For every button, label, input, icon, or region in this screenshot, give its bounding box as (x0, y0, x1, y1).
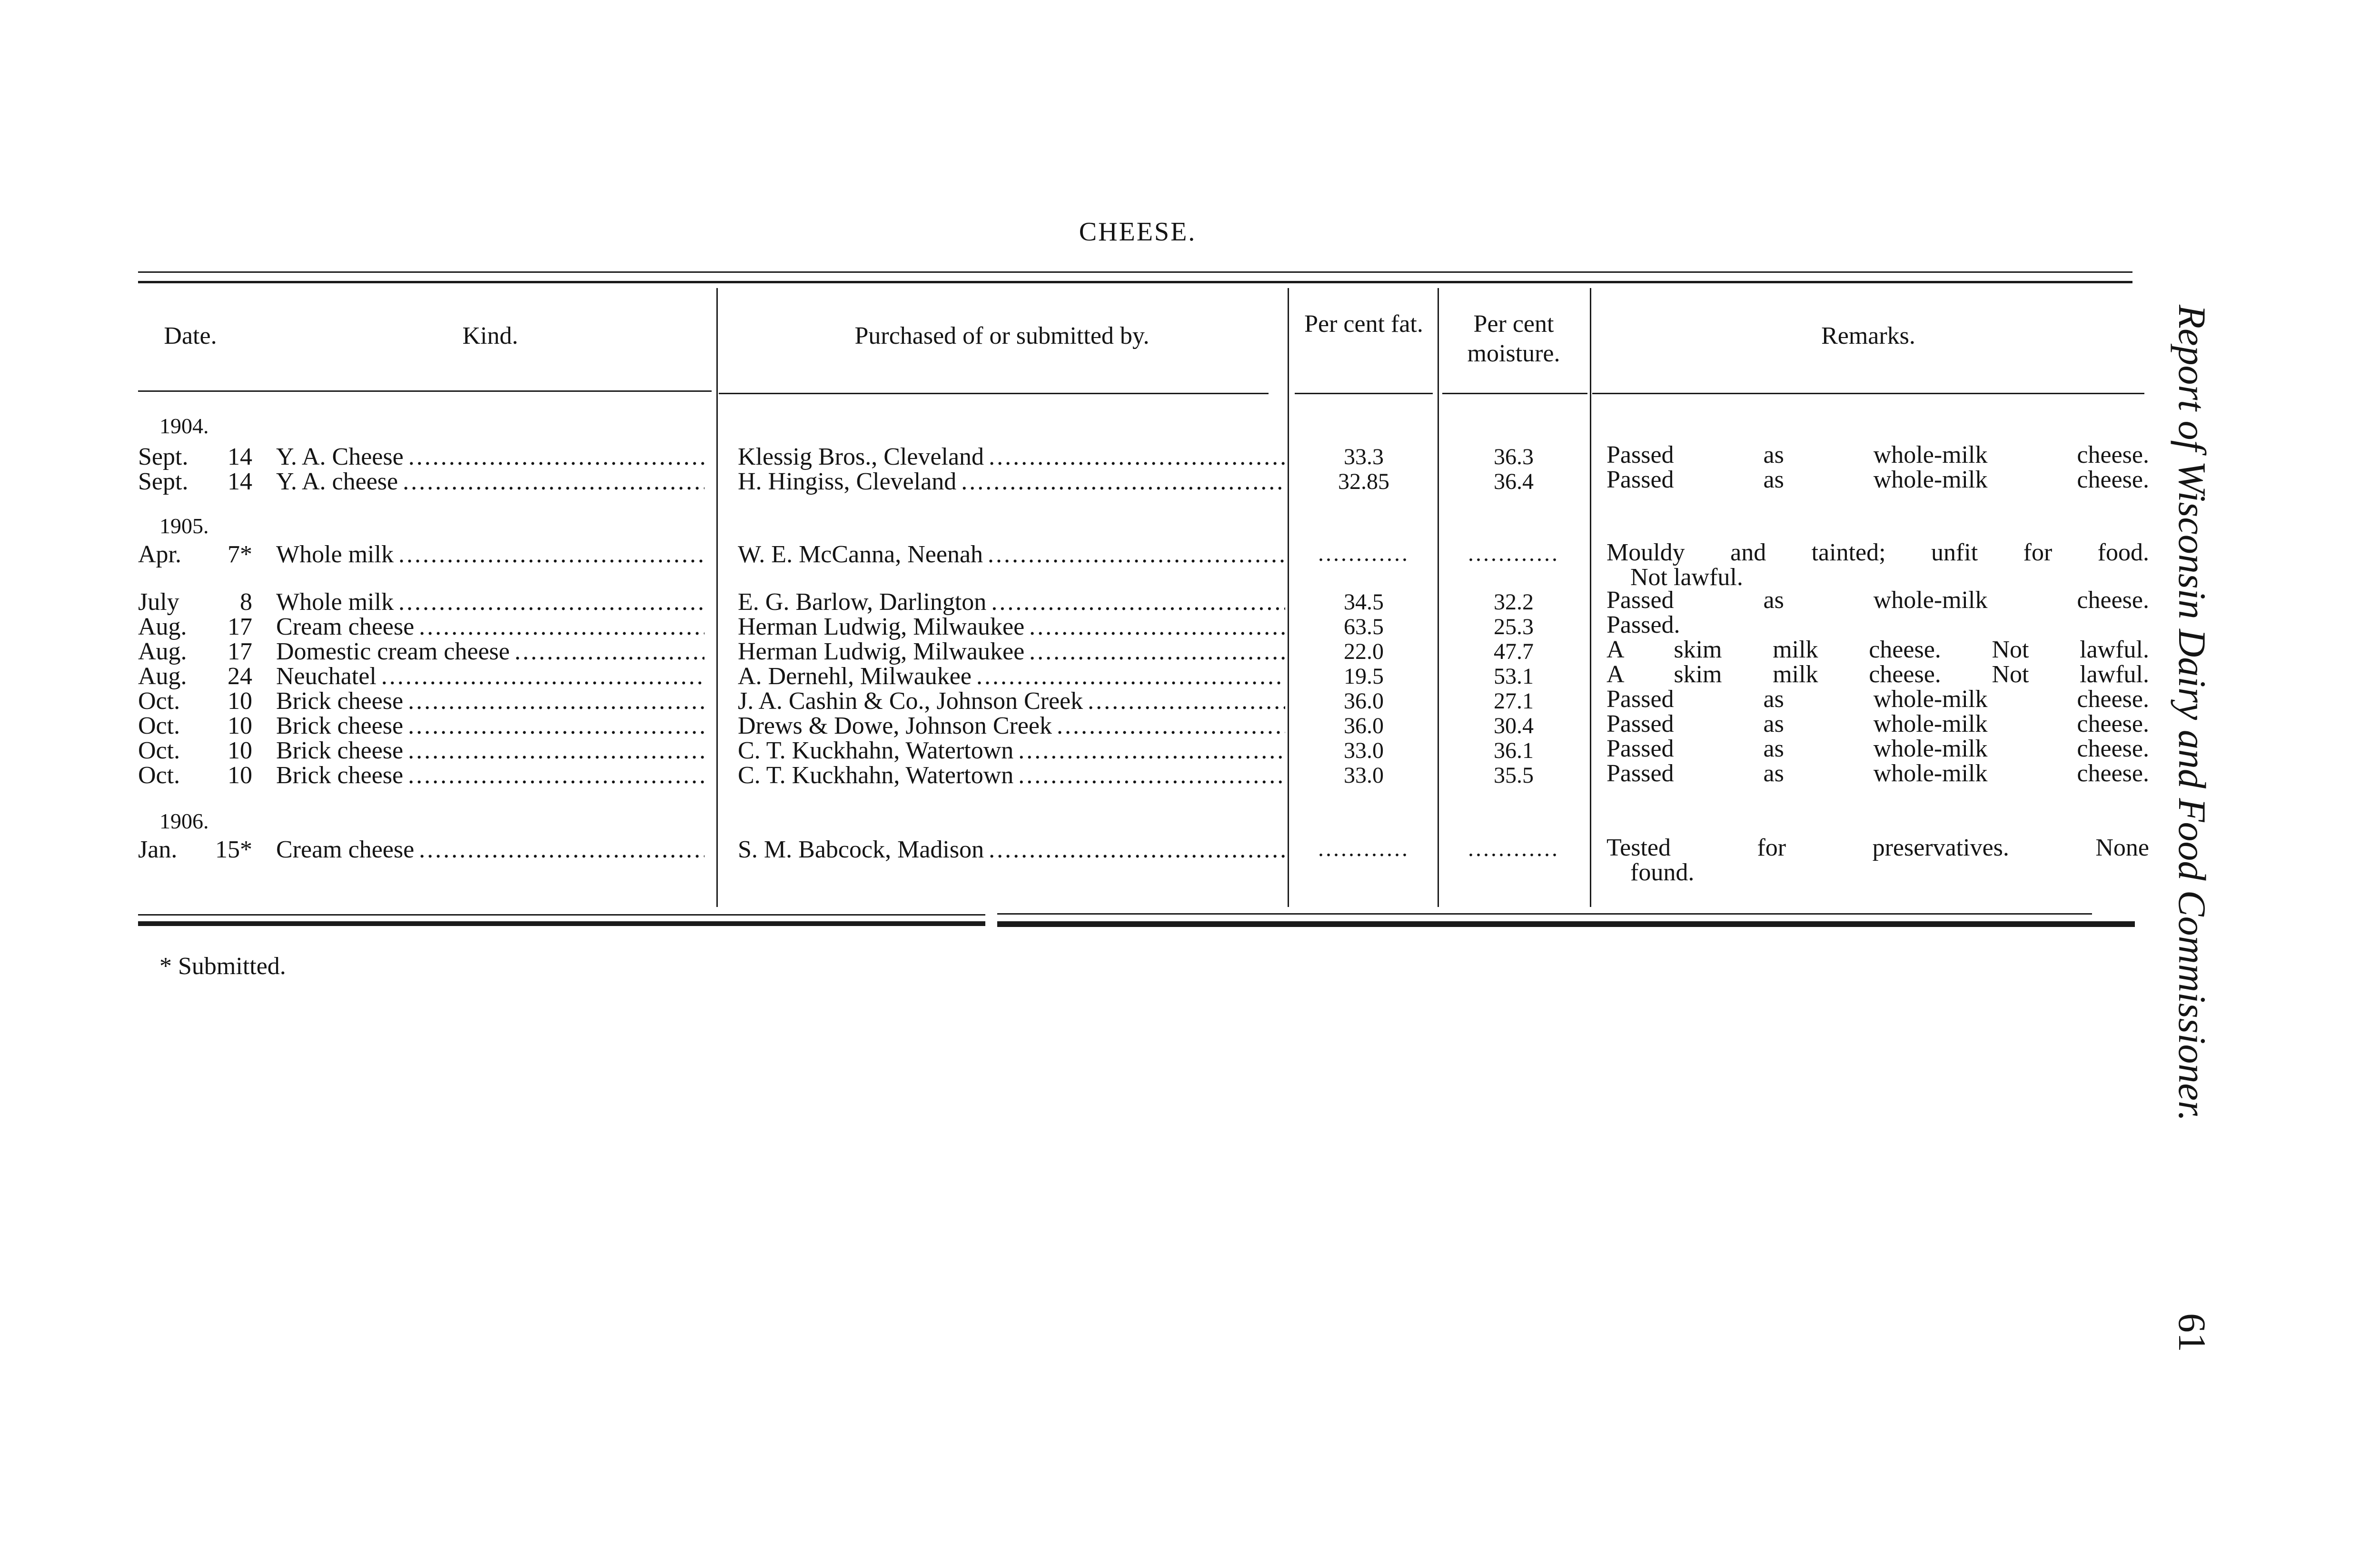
bottom-rule-thick-right (997, 921, 2135, 927)
header-underline-purchased (719, 393, 1269, 394)
row-fat: 36.0 (1344, 713, 1384, 738)
row-moisture: 32.2 (1494, 589, 1534, 615)
header-date: Date. (164, 322, 217, 349)
year-label: 1904. (159, 414, 209, 438)
row-kind: Domestic cream cheese ..... (276, 638, 704, 666)
row-moisture: 25.3 (1494, 614, 1534, 639)
header-fat: Per cent fat. (1304, 310, 1423, 338)
column-line-3 (1438, 288, 1439, 907)
row-moisture: 53.1 (1494, 664, 1534, 689)
row-fat: 33.0 (1344, 763, 1384, 788)
row-remarks: Tested for preservatives. None found. (1606, 834, 2149, 886)
row-remarks: Passed as whole-milk cheese. (1606, 466, 2149, 493)
top-rule-thin (138, 271, 2132, 273)
row-remarks: Passed as whole-milk cheese. (1606, 587, 2149, 614)
row-purchased: Klessig Bros., Cleveland ..... (738, 443, 1285, 471)
row-moisture-empty: ............ (1468, 836, 1559, 861)
document-page: CHEESE. Date. Kind. Purchased of or submitted by. Per cent fat. Per cent moisture. Remarks. 1904. Sept. 14 Y. A. Cheese ..... Klessig Bros., Cleveland ..... 33.3 36.3 Passed as whole-milk cheese. Sept. 14 Y. A. cheese ..... H. Hingiss, Cleveland ..... 32.85 36.4 Passed as whole-milk cheese. 1905. Apr. 7* Whole milk ..... W. E. McCanna, Neenah ..... ............ ............ Mouldy and tainted; unfit for food. Not lawful. July 8 Whole milk ..... E. G. Barlow, Darlington ..... 34.5 32.2 Passed as whole-milk cheese. Aug. 17 Cream cheese ..... Herman Ludwig, Milwaukee ..... 63.5 25.3 Passed. Aug. 17 Domestic cream cheese ..... Herman Ludwig, Milwaukee ..... 22.0 47.7 A skim milk cheese. Not lawful. Aug. 24 Neuchatel ..... A. Dernehl, Milwaukee ..... 19.5 53.1 A skim milk cheese. Not lawful. Oct. 10 Brick cheese ..... J. A. Cashin & Co., Johnson Creek ..... 36.0 27.1 Passed as whole-milk cheese. Oct. 10 Brick cheese ..... Drews & Dowe, Johnson Creek ..... 36.0 30.4 Passed as whole-milk cheese. Oct. 10 Brick cheese ..... C. T. Kuckhahn, Watertown ..... 33.0 36.1 Passed as whole-milk cheese. Oct. 10 Brick cheese ..... C. T. Kuckhahn, Watertown ..... 33.0 35.5 Passed as whole-milk cheese. 1906. Jan. 15* Cream cheese ..... S. M. Babcock, Madison ..... ............ ............ Tested for preservatives. None found. * Submitted. Report of Wisconsin Dairy and Food Commissioner. 61 (0, 0, 2380, 1554)
row-kind: Cream cheese ..... (276, 836, 704, 864)
column-line-2 (1288, 288, 1289, 907)
row-fat: 22.0 (1344, 639, 1384, 664)
row-kind: Y. A. Cheese ..... (276, 443, 704, 471)
row-remarks: Passed as whole-milk cheese. (1606, 441, 2149, 468)
row-moisture: 36.4 (1494, 469, 1534, 494)
top-rule-thick (138, 281, 2132, 283)
header-purchased: Purchased of or submitted by. (854, 322, 1150, 349)
row-moisture: 36.1 (1494, 738, 1534, 763)
row-kind: Brick cheese ..... (276, 687, 704, 715)
row-remarks: Passed as whole-milk cheese. (1606, 686, 2149, 713)
row-kind: Whole milk ..... (276, 588, 704, 616)
header-underline-remarks (1592, 393, 2144, 394)
row-kind: Y. A. cheese ..... (276, 468, 704, 496)
running-head (2163, 305, 2221, 1352)
row-purchased: J. A. Cashin & Co., Johnson Creek ..... (738, 687, 1285, 715)
table-title: CHEESE. (1079, 217, 1197, 247)
row-remarks: Passed as whole-milk cheese. (1606, 760, 2149, 787)
row-kind: Brick cheese ..... (276, 737, 704, 765)
row-purchased: C. T. Kuckhahn, Watertown ..... (738, 737, 1285, 765)
row-moisture: 47.7 (1494, 639, 1534, 664)
row-kind: Whole milk ..... (276, 540, 704, 568)
bottom-rule-thin (997, 913, 2092, 915)
row-moisture: 36.3 (1494, 444, 1534, 469)
row-moisture: 35.5 (1494, 763, 1534, 788)
row-remarks: Passed. (1606, 611, 1680, 638)
header-remarks: Remarks. (1821, 322, 1915, 349)
row-purchased: H. Hingiss, Cleveland ..... (738, 468, 1285, 496)
header-underline-fat (1295, 393, 1433, 394)
row-remarks: Passed as whole-milk cheese. (1606, 710, 2149, 737)
row-remarks: Mouldy and tainted; unfit for food. Not lawful. (1606, 539, 2149, 591)
row-moisture-empty: ............ (1468, 541, 1559, 566)
row-moisture: 27.1 (1494, 688, 1534, 714)
row-kind: Cream cheese ..... (276, 613, 704, 641)
year-label: 1906. (159, 809, 209, 833)
row-purchased: C. T. Kuckhahn, Watertown ..... (738, 761, 1285, 789)
row-purchased: Drews & Dowe, Johnson Creek ..... (738, 712, 1285, 740)
row-fat: 33.3 (1344, 444, 1384, 469)
row-purchased: Herman Ludwig, Milwaukee ..... (738, 638, 1285, 666)
column-line-4 (1590, 288, 1591, 907)
footnote: * Submitted. (159, 953, 286, 980)
row-remarks: A skim milk cheese. Not lawful. (1606, 661, 2149, 688)
bottom-rule-thin-left (138, 914, 985, 916)
row-remarks: Passed as whole-milk cheese. (1606, 735, 2149, 762)
row-kind: Brick cheese ..... (276, 761, 704, 789)
year-label: 1905. (159, 514, 209, 538)
running-head-title: Report of Wisconsin Dairy and Food Commissioner. (2171, 305, 2214, 1122)
header-moisture: Per cent moisture. (1467, 310, 1560, 367)
row-remarks: A skim milk cheese. Not lawful. (1606, 636, 2149, 663)
row-fat-empty: ............ (1318, 836, 1409, 861)
row-purchased: E. G. Barlow, Darlington ..... (738, 588, 1285, 616)
row-kind: Brick cheese ..... (276, 712, 704, 740)
header-underline-left (138, 390, 712, 392)
row-purchased: Herman Ludwig, Milwaukee ..... (738, 613, 1285, 641)
header-underline-moisture (1442, 393, 1587, 394)
header-kind: Kind. (462, 322, 518, 349)
row-purchased: A. Dernehl, Milwaukee ..... (738, 662, 1285, 690)
row-fat-empty: ............ (1318, 541, 1409, 566)
page-number: 61 (2171, 1313, 2214, 1352)
bottom-rule-thick-left (138, 921, 985, 926)
row-purchased: W. E. McCanna, Neenah ..... (738, 540, 1285, 568)
row-fat: 63.5 (1344, 614, 1384, 639)
row-fat: 19.5 (1344, 664, 1384, 689)
row-fat: 36.0 (1344, 688, 1384, 714)
row-kind: Neuchatel ..... (276, 662, 704, 690)
row-fat: 32.85 (1338, 469, 1389, 494)
row-moisture: 30.4 (1494, 713, 1534, 738)
column-line-1 (716, 288, 718, 907)
row-fat: 34.5 (1344, 589, 1384, 615)
row-fat: 33.0 (1344, 738, 1384, 763)
row-purchased: S. M. Babcock, Madison ..... (738, 836, 1285, 864)
